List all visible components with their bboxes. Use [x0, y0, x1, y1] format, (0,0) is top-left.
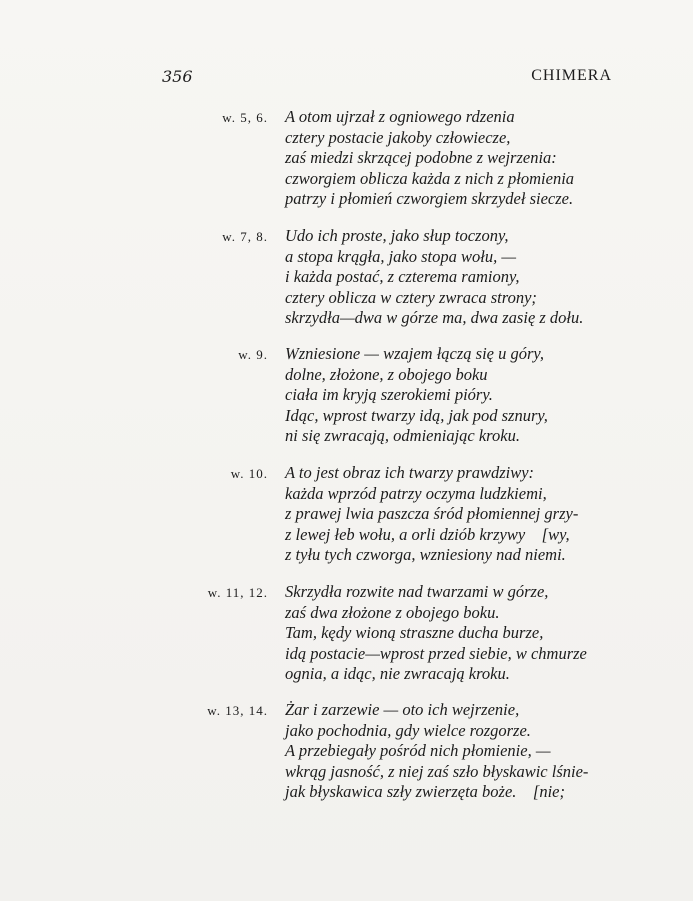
verse-line: dolne, złożone, z obojego boku — [285, 364, 488, 384]
stanza-lines — [285, 107, 625, 210]
verse-line: cztery oblicza w cztery zwraca strony; — [285, 287, 537, 307]
stanza-lines — [285, 344, 625, 447]
verse-line: każda wprzód patrzy oczyma ludzkiemi, — [285, 483, 547, 503]
verse-line: cztery postacie jakoby człowiecze, — [285, 127, 511, 147]
verse-line: idą postacie—wprost przed siebie, w chmurze — [285, 643, 587, 663]
verse-line: zaś miedzi skrzącej podobne z wejrzenia: — [285, 148, 557, 167]
verse-line: ciała im kryją szerokiemi pióry. — [285, 385, 493, 404]
verse-line: skrzydła—dwa w górze ma, dwa zasię z dołu. — [285, 308, 584, 327]
running-title: CHIMERA — [531, 67, 612, 84]
verse-line: A przebiegały pośród nich płomienie, — — [285, 741, 551, 760]
verse-reference: w. 5, 6. — [222, 110, 268, 125]
verse-line: z prawej lwia paszcza śród płomiennej grzy- — [285, 504, 579, 523]
verse-line: Wzniesione — wzajem łączą się u góry, — [285, 344, 544, 363]
verse-line: Tam, kędy wioną straszne ducha burze, — [285, 623, 544, 642]
stanza-lines — [285, 226, 625, 329]
verse-reference: w. 13, 14. — [207, 703, 268, 718]
verse-line: Udo ich proste, jako słup toczony, — [285, 226, 509, 245]
verse-line: i każda postać, z czterema ramiony, — [285, 267, 520, 286]
verse-line: jako pochodnia, gdy wielce rozgorze. — [285, 720, 531, 740]
verse-line: zaś dwa złożone z obojego boku. — [285, 602, 500, 622]
verse-line: Żar i zarzewie — oto ich wejrzenie, — [285, 700, 520, 719]
stanza-lines — [285, 463, 625, 566]
page-number: 356 — [162, 67, 193, 86]
verse-line: a stopa krągła, jako stopa wołu, — — [285, 246, 517, 266]
stanza-lines — [285, 700, 625, 803]
verse-line: wkrąg jasność, z niej zaś szło błyskawic lśnie- — [285, 761, 589, 781]
verse-reference: w. 10. — [230, 466, 268, 481]
verse-line: Idąc, wprost twarzy idą, jak pod sznury, — [285, 405, 548, 425]
verse-reference: w. 11, 12. — [207, 585, 268, 600]
verse-line: jak błyskawica szły zwierzęta boże. [nie; — [285, 782, 566, 801]
verse-line: z tyłu tych czworga, wzniesiony nad niemi. — [285, 545, 566, 564]
verse-line: A otom ujrzał z ogniowego rdzenia — [285, 107, 515, 126]
verse-line: z lewej łeb wołu, a orli dziób krzywy [wy, — [285, 524, 570, 544]
verse-line: A to jest obraz ich twarzy prawdziwy: — [285, 463, 535, 482]
verse-line: ni się zwracają, odmieniając kroku. — [285, 426, 520, 445]
page-header — [160, 67, 612, 89]
verse-line: patrzy i płomień czworgiem skrzydeł siecze. — [285, 189, 574, 208]
verse-line: ognia, a idąc, nie zwracają kroku. — [285, 664, 510, 683]
verse-line: czworgiem oblicza każda z nich z płomienia — [285, 168, 575, 188]
verse-reference: w. 9. — [238, 347, 268, 362]
stanza-lines — [285, 582, 625, 685]
verse-line: Skrzydła rozwite nad twarzami w górze, — [285, 582, 549, 601]
verse-reference: w. 7, 8. — [222, 229, 268, 244]
